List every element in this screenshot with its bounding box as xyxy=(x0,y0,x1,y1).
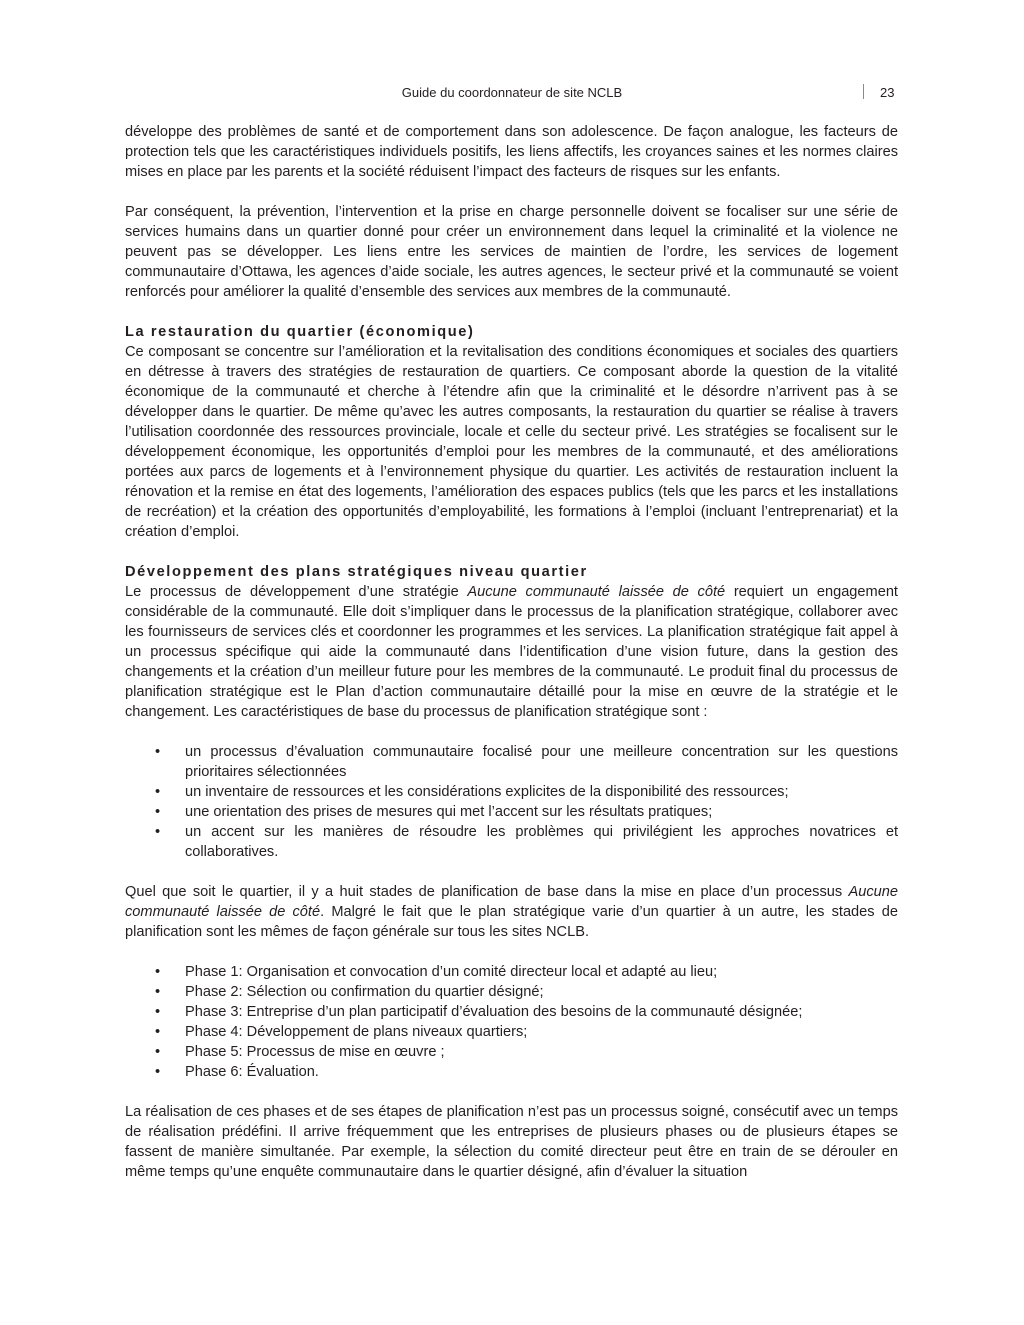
header-divider xyxy=(863,84,864,99)
bullet-icon: • xyxy=(155,984,161,1000)
program-name-italic: Aucune communauté laissée de côté xyxy=(467,584,726,600)
paragraph-planning-stages: Quel que soit le quartier, il y a huit stades de planification de base dans la mise en place d’un processus Aucune communauté laissée de côté. Malgré le fait que le plan stratégique varie d’un quartier à un autre, les stades de planification sont les mêmes de façon générale sur tous les sites NCLB. xyxy=(125,884,898,940)
bullet-icon: • xyxy=(155,1044,161,1060)
paragraph-intro-continuation: développe des problèmes de santé et de comportement dans son adolescence. De façon analogue, les facteurs de protection tels que les caractéristiques individuels positifs, les liens affectifs, les croyances saines et les normes claires mises en place par les parents et la société réduisent l’impact des facteurs de risques sur les enfants. xyxy=(125,124,898,180)
running-title: Guide du coordonnateur de site NCLB xyxy=(401,85,623,100)
list-item: • Phase 2: Sélection ou confirmation du quartier désigné; xyxy=(155,984,544,1000)
list-item: • Phase 5: Processus de mise en œuvre ; xyxy=(155,1044,445,1060)
list-item: • un inventaire de ressources et les considérations explicites de la disponibilité des ressources; xyxy=(155,784,789,800)
list-item: • Phase 6: Évaluation. xyxy=(155,1064,319,1080)
page-body xyxy=(125,122,898,1182)
bullet-icon: • xyxy=(155,784,161,800)
phases-list xyxy=(125,962,898,1082)
list-item: • Phase 4: Développement de plans niveaux quartiers; xyxy=(155,1024,528,1040)
program-name-italic: Aucune communauté laissée de côté xyxy=(125,884,898,920)
bullet-icon: • xyxy=(155,1064,161,1080)
characteristics-list xyxy=(125,742,898,862)
paragraph-restauration: Ce composant se concentre sur l’amélioration et la revitalisation des conditions économiques et sociales des quartiers en détresse à travers des stratégies de restauration de quartiers. Ce composant aborde la question de la vitalité économique de la communauté et cherche à l’étendre afin que la criminalité et le désordre n’arrivent pas à se développer dans le quartier. De même qu’avec les autres composants, la restauration du quartier se réalise à travers l’utilisation coordonnée des ressources provinciale, locale et celle du secteur privé. Les stratégies se focalisent sur le développement économique, les opportunités d’emploi pour les membres de la communauté, et des améliorations portées aux parcs de logements et à l’environnement physique du quartier. Les activités de restauration incluent la rénovation et la remise en état des logements, l’amélioration des espaces publics (tels que les parcs et les installations de recréation) et la création des opportunités d’employabilité, les formations à l’emploi (incluant l’entreprenariat) et la création d’emploi. xyxy=(125,344,898,540)
bullet-icon: • xyxy=(155,1024,161,1040)
bullet-icon: • xyxy=(155,824,161,840)
list-item: • Phase 3: Entreprise d’un plan participatif d’évaluation des besoins de la communauté désignée; xyxy=(155,1004,803,1020)
section-heading-restauration: La restauration du quartier (économique) xyxy=(125,324,475,340)
section-heading-plans-strategiques: Développement des plans stratégiques niveau quartier xyxy=(125,564,588,580)
page-number: 23 xyxy=(880,85,895,100)
page-header xyxy=(0,84,1024,104)
bullet-icon: • xyxy=(155,804,161,820)
list-item: • une orientation des prises de mesures qui met l’accent sur les résultats pratiques; xyxy=(155,804,713,820)
bullet-icon: • xyxy=(155,744,161,760)
bullet-icon: • xyxy=(155,964,161,980)
list-item: • un processus d’évaluation communautaire focalisé pour une meilleure concentration sur les questions prioritaires sélectionnées xyxy=(155,744,898,780)
list-item: • Phase 1: Organisation et convocation d’un comité directeur local et adapté au lieu; xyxy=(155,964,718,980)
paragraph-plans-strategiques: Le processus de développement d’une stratégie Aucune communauté laissée de côté requiert un engagement considérable de la communauté. Elle doit s’impliquer dans le processus de la planification stratégique, collaborer avec les fournisseurs de services clés et coordonner les programmes et les services. La planification stratégique fait appel à un processus spécifique qui aide la communauté dans l’identification d’une vision future, dans la gestion des changements et la création d’un meilleur future pour les membres de la communauté. Le produit final du processus de planification stratégique est le Plan d’action communautaire détaillé pour la mise en œuvre de la stratégie et le changement. Les caractéristiques de base du processus de planification stratégique sont : xyxy=(125,584,898,720)
paragraph-phases-realisation: La réalisation de ces phases et de ses étapes de planification n’est pas un processus soigné, consécutif avec un temps de réalisation prédéfini. Il arrive fréquemment que les entreprises de plusieurs phases ou de plusieurs étapes se fassent de manière simultanée. Par exemple, la sélection du comité directeur peut être en train de se dérouler en même temps qu’une enquête communautaire dans le quartier désigné, afin d’évaluer la situation xyxy=(125,1104,898,1180)
paragraph-prevention: Par conséquent, la prévention, l’intervention et la prise en charge personnelle doivent se focaliser sur une série de services humains dans un quartier donné pour créer un environnement dans lequel la criminalité et la violence ne peuvent pas se développer. Les liens entre les services de maintien de l’ordre, les services de logement communautaire d’Ottawa, les agences d’aide sociale, les autres agences, le secteur privé et la communauté se voient renforcés pour améliorer la qualité d’ensemble des services aux membres de la communauté. xyxy=(125,204,898,300)
list-item: • un accent sur les manières de résoudre les problèmes qui privilégient les approches novatrices et collaboratives. xyxy=(155,824,898,860)
bullet-icon: • xyxy=(155,1004,161,1020)
